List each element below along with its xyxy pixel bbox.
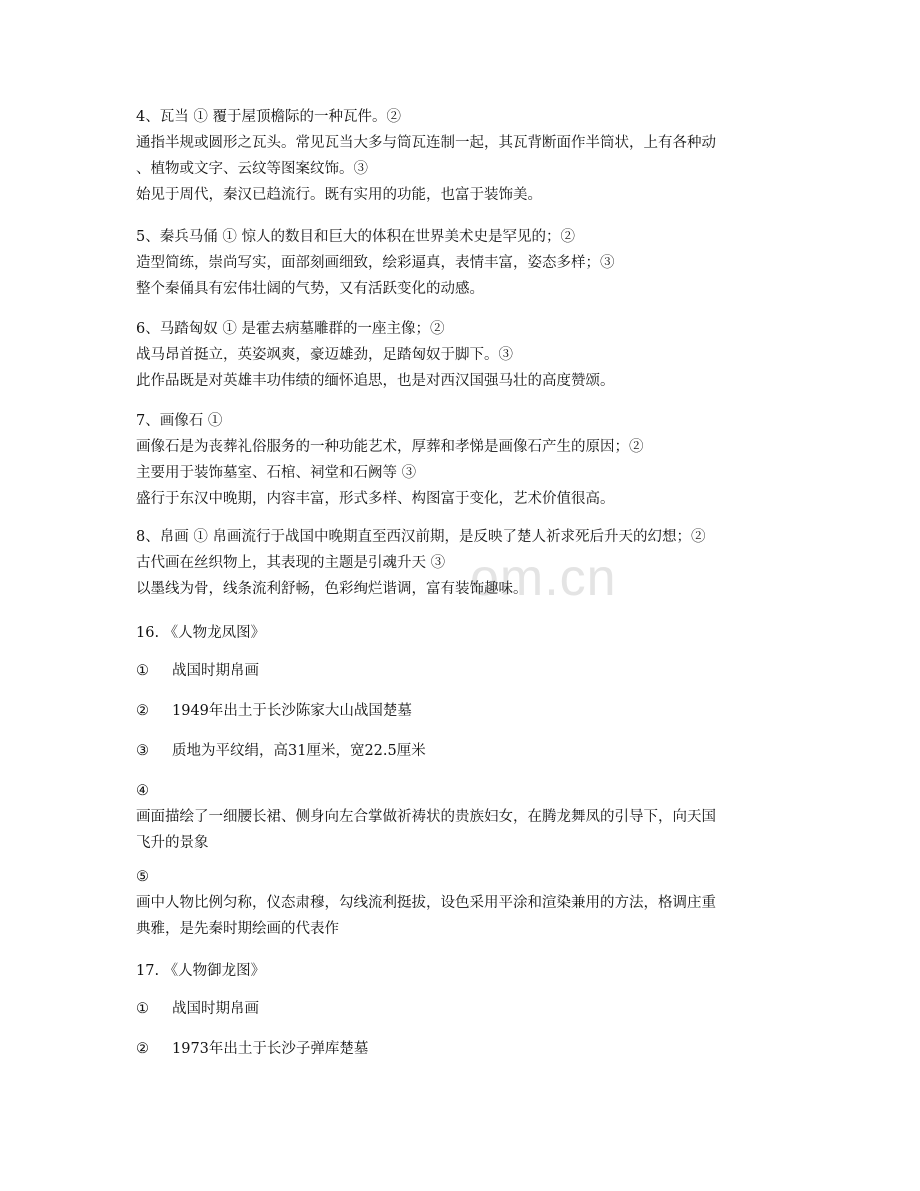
section-5-line: 5、秦兵马俑 ① 惊人的数目和巨大的体积在世界美术史是罕见的；② [136,229,575,245]
section-4-line: 通指半规或圆形之瓦头。常见瓦当大多与筒瓦连制一起，其瓦背断面作半筒状，上有各种动 [136,135,716,151]
paragraph-line: 画面描绘了一细腰长裙、侧身向左合掌做祈祷状的贵族妇女，在腾龙舞凤的引导下，向天国 [136,809,716,825]
item-text: 战国时期帛画 [172,1001,259,1017]
section-4-line: 始见于周代，秦汉已趋流行。既有实用的功能，也富于装饰美。 [136,187,542,203]
item-number: ② [136,1041,149,1057]
section-16-item-1 [136,660,259,682]
section-4-line: 、植物或文字、云纹等图案纹饰。③ [136,161,368,177]
section-7-stone-relief [136,408,786,512]
item-text: 1973年出土于长沙子弹库楚墓 [172,1041,369,1057]
item-number: ② [136,703,149,719]
section-5-line: 造型简练，崇尚写实，面部刻画细致，绘彩逼真，表情丰富，姿态多样；③ [136,255,615,271]
item-number: ① [136,663,149,679]
paragraph-line: 典雅，是先秦时期绘画的代表作 [136,921,339,937]
section-4-line: 4、瓦当 ① 覆于屋顶檐际的一种瓦件。② [136,109,401,125]
paragraph-line: 飞升的景象 [136,835,209,851]
section-5-line: 整个秦俑具有宏伟壮阔的气势，又有活跃变化的动感。 [136,281,484,297]
section-16-paragraph-5 [136,864,786,942]
section-8-line: 8、帛画 ① 帛画流行于战国中晚期直至西汉前期，是反映了楚人祈求死后升天的幻想；② [136,529,706,545]
paragraph-number: ⑤ [136,869,149,885]
paragraph-number: ④ [136,783,149,799]
section-16-item-3 [136,740,426,762]
item-text: 1949年出土于长沙陈家大山战国楚墓 [172,703,412,719]
section-7-line: 画像石是为丧葬礼俗服务的一种功能艺术，厚葬和孝悌是画像石产生的原因；② [136,439,644,455]
section-8-silk-painting [136,524,786,602]
section-6-line: 战马昂首挺立，英姿飒爽，豪迈雄劲，足踏匈奴于脚下。③ [136,347,513,363]
section-7-line: 主要用于装饰墓室、石棺、祠堂和石阙等 ③ [136,465,417,481]
section-8-line: 以墨线为骨，线条流利舒畅，色彩绚烂谐调，富有装饰趣味。 [136,581,528,597]
section-17-item-2 [136,1038,368,1060]
section-17-title: 17. 《人物御龙图》 [136,963,266,979]
section-7-line: 7、画像石 ① [136,413,223,429]
section-6-horse-trampling [136,316,786,394]
section-17-item-1 [136,998,259,1020]
item-number: ① [136,1001,149,1017]
item-text: 战国时期帛画 [172,663,259,679]
watermark: om.cn [470,549,617,607]
section-4-wadang [136,104,786,208]
section-16-paragraph-4 [136,778,786,856]
section-6-line: 此作品既是对英雄丰功伟绩的缅怀追思，也是对西汉国强马壮的高度赞颂。 [136,373,615,389]
item-number: ③ [136,743,149,759]
section-6-line: 6、马踏匈奴 ① 是霍去病墓雕群的一座主像；② [136,321,445,337]
section-16-title: 16. 《人物龙凤图》 [136,625,266,641]
paragraph-line: 画中人物比例匀称，仪态肃穆，勾线流利挺拔，设色采用平涂和渲染兼用的方法，格调庄重 [136,895,716,911]
section-16-item-2 [136,700,412,722]
section-8-line: 古代画在丝织物上，其表现的主题是引魂升天 ③ [136,555,446,571]
section-7-line: 盛行于东汉中晚期，内容丰富，形式多样、构图富于变化，艺术价值很高。 [136,491,615,507]
item-text: 质地为平纹绢，高31厘米，宽22.5厘米 [172,743,426,759]
section-5-terracotta-army [136,224,786,302]
